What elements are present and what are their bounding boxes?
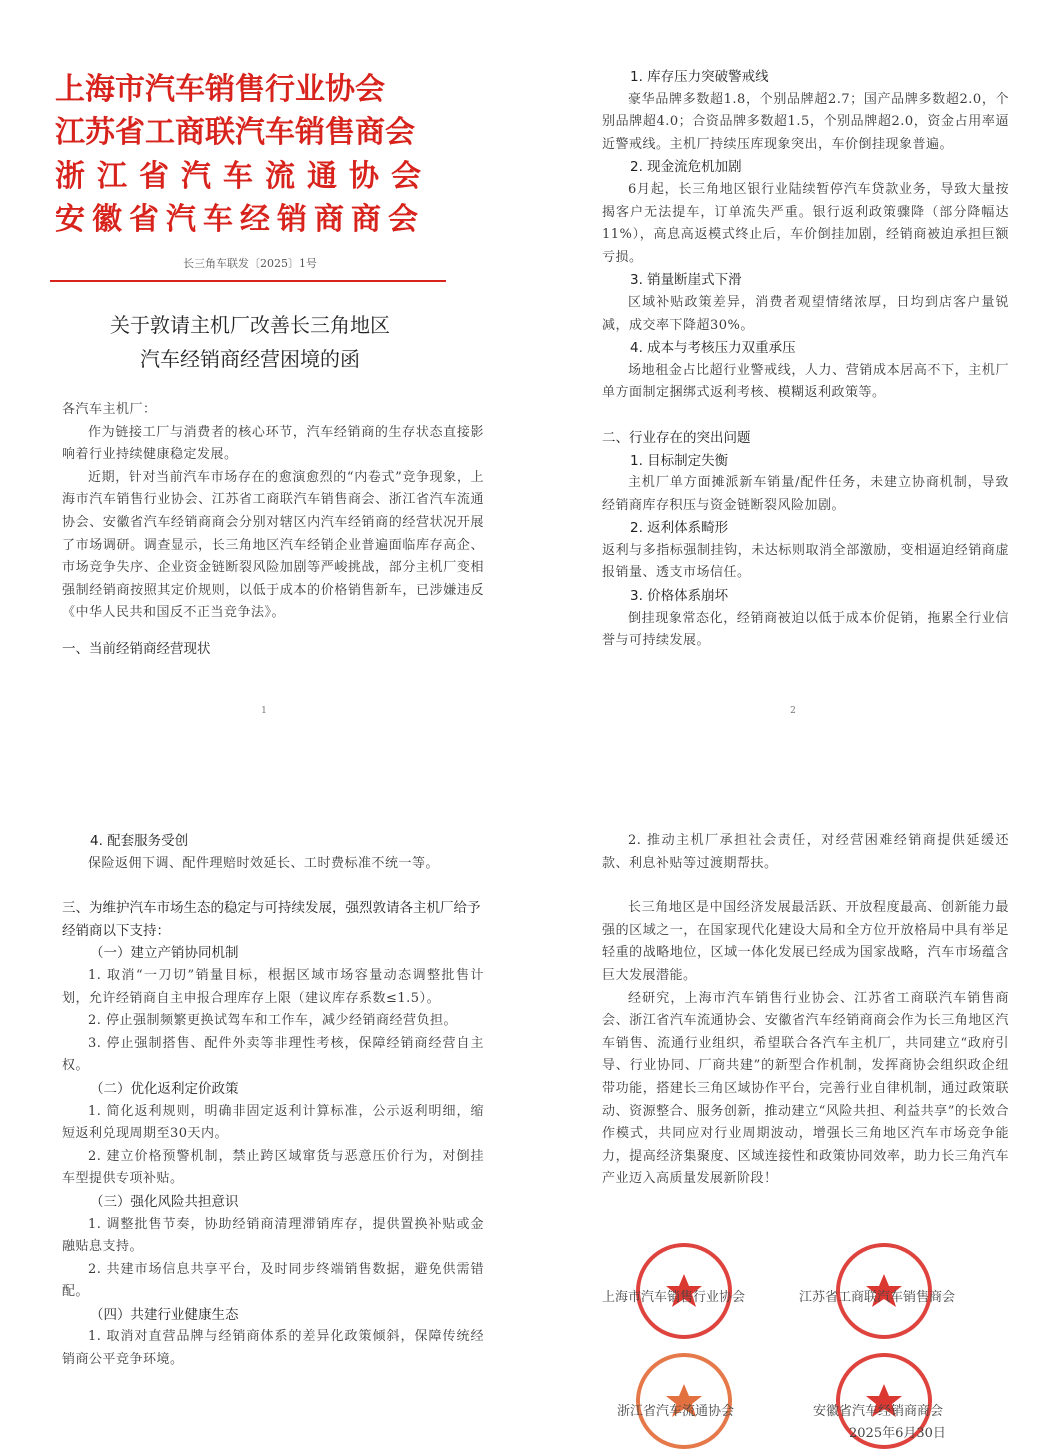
page3-body [62,830,484,1372]
group-1-title: （一）建立产销协同机制 [90,945,239,962]
org-name-anhui: 安徽省汽车经销商商会 [55,202,425,237]
page-2 [529,0,1057,725]
signature-anhui: 安徽省汽车经销商商会 [813,1404,944,1419]
closing-paragraph-2: 经研究，上海市汽车销售行业协会、江苏省工商联汽车销售商会、浙江省汽车流通协会、安徽省汽车经销商商会作为长三角地区汽车销售、流通行业组织，希望联合各汽车主机厂，共同建立“政府引导、行业协同、厂商共建”的新型合作机制，发挥商协会组织政企纽带功能，搭建长三角区域协作平台，完善行业自律机制，通过政策联动、资源整合、服务创新，推动建立“风险共担、利益共享”的长效合作模式，共同应对行业周期波动，增强长三角地区汽车市场竞争能力，提高经济集聚度、区域连接性和政策协同效率，助力长三角汽车产业迈入高质量发展新阶段！ [602,990,1009,1187]
group-4-item-1: 1. 取消对直营品牌与经销商体系的差异化政策倾斜，保障传统经销商公平竞争环境。 [62,1329,484,1368]
problem-1-text: 主机厂单方面摊派新车销量/配件任务，未建立协商机制，导致经销商库存积压与资金链断裂风险加剧。 [602,475,1009,513]
section-heading-2: 二、行业存在的突出问题 [602,429,751,446]
org-name-jiangsu: 江苏省工商联汽车销售商会 [55,115,415,150]
status-item-4b-title: 4. 配套服务受创 [90,833,189,849]
status-item-3-text: 区域补贴政策差异，消费者观望情绪浓厚，日均到店客户量锐减，成交率下降超30%。 [602,294,1009,333]
status-item-4-title: 4. 成本与考核压力双重承压 [630,340,796,357]
group-3-title: （三）强化风险共担意识 [90,1193,239,1210]
group-2-title: （二）优化返利定价政策 [90,1080,239,1097]
signature-shanghai: 上海市汽车销售行业协会 [602,1290,746,1305]
page-1 [0,0,528,725]
org-name-zhejiang: 浙江省汽车流通协会 [55,159,433,194]
letter-title-line2: 汽车经销商经营困境的函 [140,347,360,371]
group-2-item-1: 1. 简化返利规则，明确非固定返利计算标准，公示返利明细，缩短返利兑现周期至30天内。 [62,1103,484,1142]
problem-2-text: 返利与多指标强制挂钩，未达标则取消全部激励，变相逼迫经销商虚报销量、透支市场信任。 [602,542,1009,581]
problem-2-title: 2. 返利体系畸形 [630,520,729,537]
problem-3-text: 倒挂现象常态化，经销商被迫以低于成本价促销，拖累全行业信誉与可持续发展。 [602,610,1009,649]
group-1-item-2: 2. 停止强制频繁更换试驾车和工作车，减少经销商经营负担。 [88,1013,458,1029]
problem-1-title: 1. 目标制定失衡 [630,452,729,469]
group-2-item-2: 2. 建立价格预警机制，禁止跨区域窜货与恶意压价行为，对倒挂车型提供专项补贴。 [62,1148,484,1187]
letter-date: 2025年6月30日 [849,1426,946,1441]
problem-3-title: 3. 价格体系崩坏 [630,588,729,605]
red-header-rule [50,280,446,282]
status-item-1-title: 1. 库存压力突破警戒线 [630,69,769,85]
section-heading-1: 一、当前经销商经营现状 [62,640,211,657]
status-item-2-title: 2. 现金流危机加剧 [630,159,742,176]
group-4-item-2: 2. 推动主机厂承担社会责任，对经营困难经销商提供延缓还款、利息补贴等过渡期帮扶。 [602,833,1009,871]
page-number: 2 [790,706,796,716]
page1-body [62,399,484,661]
page-4 [529,726,1057,1451]
closing-paragraph-1: 长三角地区是中国经济发展最活跃、开放程度最高、创新能力最强的区域之一，在国家现代化建设大局和全方位开放格局中具有举足轻重的战略地位，区域一体化发展已经成为国家战略，汽车市场蕴含巨大发展潜能。 [602,900,1009,983]
intro-paragraph: 作为链接工厂与消费者的核心环节，汽车经销商的生存状态直接影响着行业持续健康稳定发展。 [62,424,484,463]
page2-body [602,66,1009,653]
org-name-shanghai: 上海市汽车销售行业协会 [55,72,385,107]
letter-title-line1: 关于敦请主机厂改善长三角地区 [110,313,390,337]
status-item-2-text: 6月起，长三角地区银行业陆续暂停汽车贷款业务，导致大量按揭客户无法提车，订单流失严重。银行返利政策骤降（部分降幅达11%），高息高返模式终止后，车价倒挂加剧，经销商被迫承担巨额亏损。 [602,181,1009,265]
document-number: 长三角车联发〔2025〕1号 [183,257,317,270]
group-3-item-1: 1. 调整批售节奏，协助经销商清理滞销库存，提供置换补贴或金融贴息支持。 [62,1216,484,1255]
signature-jiangsu: 江苏省工商联汽车销售商会 [799,1290,956,1305]
status-item-4b-text: 保险返佣下调、配件理赔时效延长、工时费标准不统一等。 [88,855,440,871]
page-number: 1 [261,706,267,716]
salutation: 各汽车主机厂： [62,402,157,417]
page4-body [602,830,1009,1191]
group-1-item-1: 1. 取消“一刀切”销量目标，根据区域市场容量动态调整批售计划，允许经销商自主申报合理库存上限（建议库存系数≤1.5）。 [62,967,484,1006]
status-item-3-title: 3. 销量断崖式下滑 [630,272,742,289]
status-item-4-text: 场地租金占比超行业警戒线，人力、营销成本居高不下，主机厂单方面制定捆绑式返利考核、模糊返利政策等。 [602,362,1009,401]
group-3-item-2: 2. 共建市场信息共享平台，及时同步终端销售数据，避免供需错配。 [62,1261,484,1300]
section-heading-3: 三、为维护汽车市场生态的稳定与可持续发展，强烈敦请各主机厂给予经销商以下支持： [62,900,481,939]
signature-zhejiang: 浙江省汽车流通协会 [617,1404,735,1419]
group-1-item-3: 3. 停止强制搭售、配件外卖等非理性考核，保障经销商经营自主权。 [62,1035,484,1074]
group-4-title: （四）共建行业健康生态 [90,1306,239,1323]
page-3 [0,726,528,1451]
status-item-1-text: 豪华品牌多数超1.8，个别品牌超2.7；国产品牌多数超2.0，个别品牌超4.0；合资品牌多数超1.5，个别品牌超2.0，资金占用率逼近警戒线。主机厂持续压库现象突出，车价倒挂现象普遍。 [602,91,1009,152]
survey-paragraph: 近期，针对当前汽车市场存在的愈演愈烈的“内卷式”竞争现象，上海市汽车销售行业协会、江苏省工商联汽车销售商会、浙江省汽车流通协会、安徽省汽车经销商商会分别对辖区内汽车经销商的经营状况开展了市场调研。调查显示，长三角地区汽车经销企业普遍面临库存高企、市场竞争失序、企业资金链断裂风险加剧等严峻挑战，部分主机厂变相强制经销商按照其定价规则，以低于成本的价格销售新车，已涉嫌违反《中华人民共和国反不正当竞争法》。 [62,469,484,621]
